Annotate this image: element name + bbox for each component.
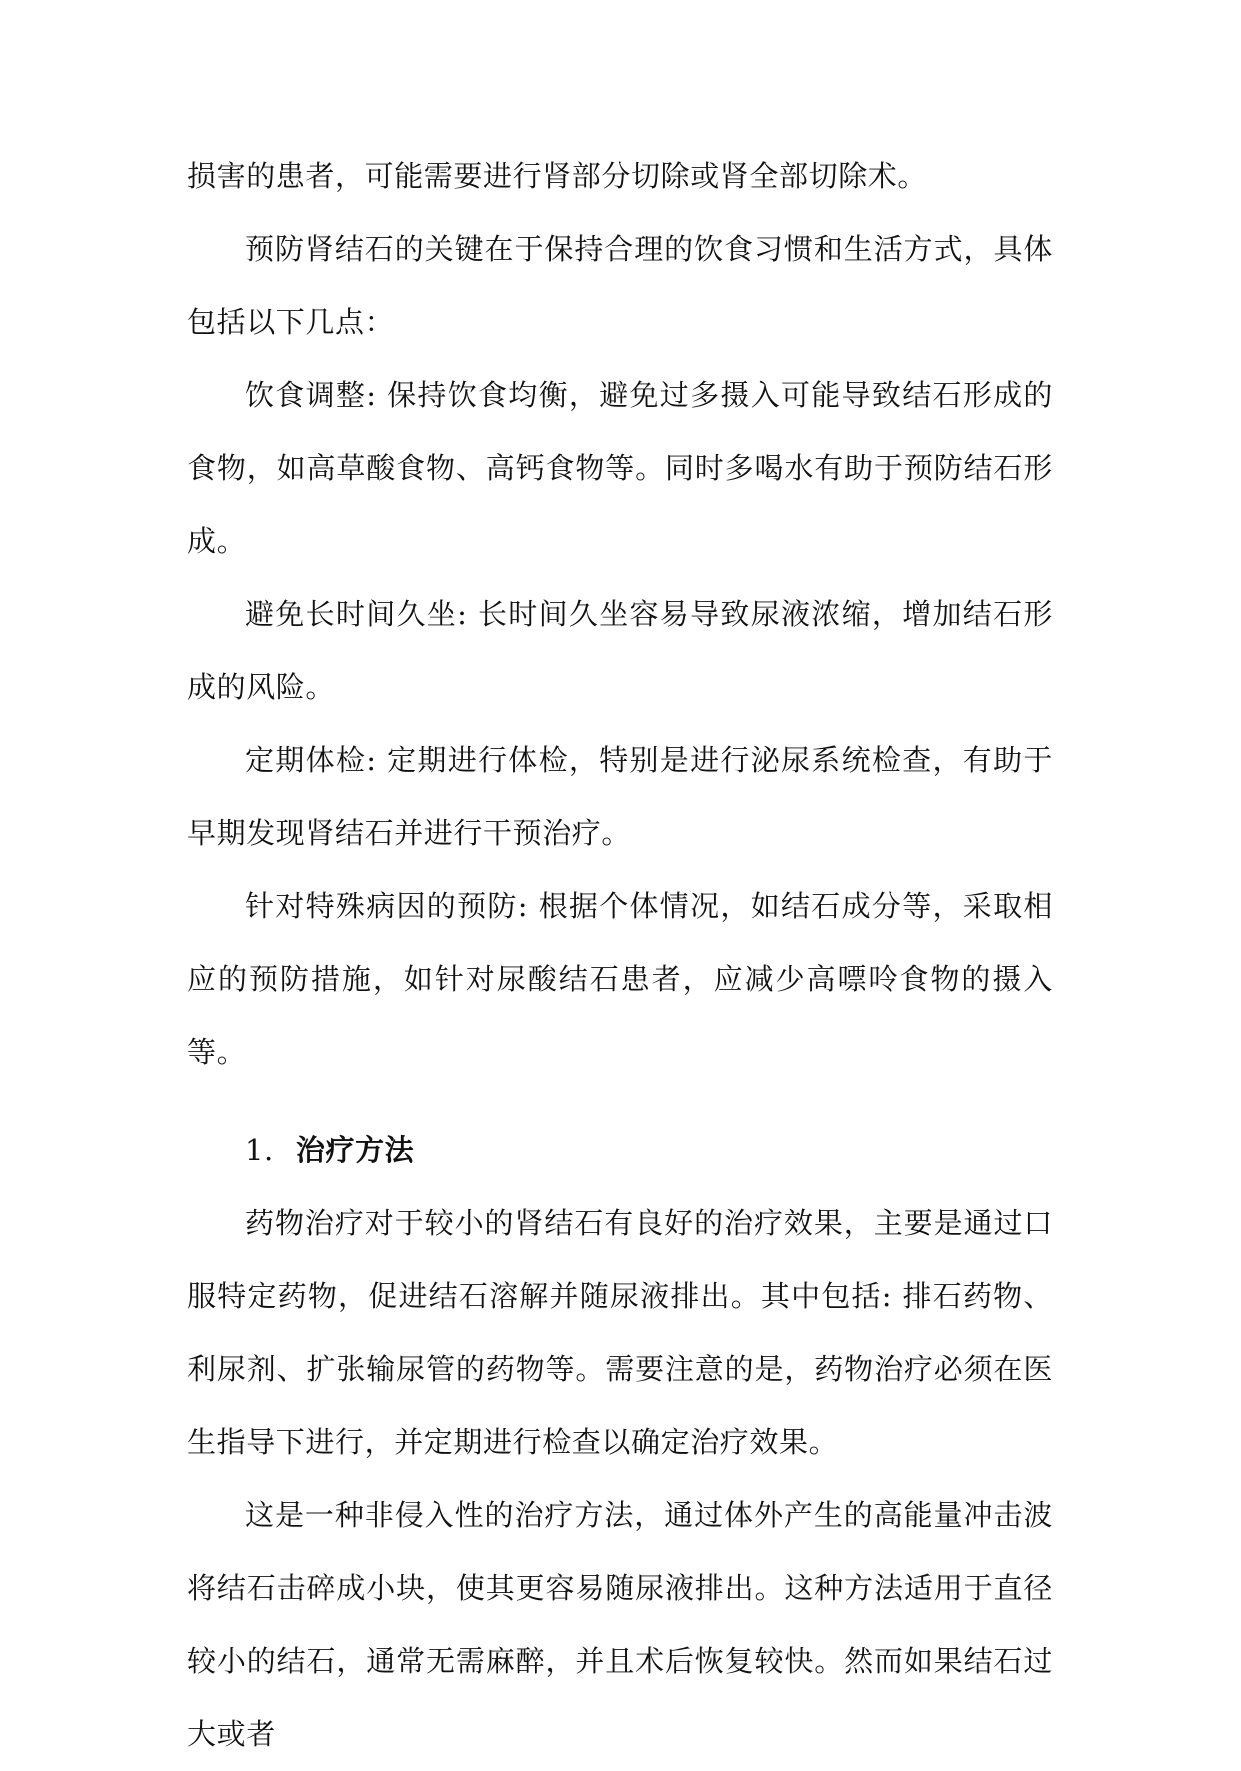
section-number: 1. <box>245 1133 274 1167</box>
paragraph-shockwave-therapy: 这是一种非侵入性的治疗方法，通过体外产生的高能量冲击波将结石击碎成小块，使其更容易随尿液排出。这种方法适用于直径较小的结石，通常无需麻醉，并且术后恢复较快。然而如果结石过大或者 <box>187 1498 1053 1751</box>
paragraph-specific-prevention: 针对特殊病因的预防: 根据个体情况，如结石成分等，采取相应的预防措施，如针对尿酸结石患者，应减少高嘌呤食物的摄入等。 <box>187 889 1053 1069</box>
paragraph-drug-therapy: 药物治疗对于较小的肾结石有良好的治疗效果，主要是通过口服特定药物，促进结石溶解并随尿液排出。其中包括: 排石药物、利尿剂、扩张输尿管的药物等。需要注意的是，药物治疗必须在医生指导下进行，并定期进行检查以确定治疗效果。 <box>187 1206 1053 1459</box>
paragraph-continuation: 损害的患者，可能需要进行肾部分切除或肾全部切除术。 <box>187 159 928 193</box>
paragraph-avoid-sitting: 避免长时间久坐: 长时间久坐容易导致尿液浓缩，增加结石形成的风险。 <box>187 597 1053 704</box>
section-heading <box>187 1114 1053 1187</box>
paragraph-diet-adjustment: 饮食调整: 保持饮食均衡，避免过多摄入可能导致结石形成的食物，如高草酸食物、高钙食物等。同时多喝水有助于预防结石形成。 <box>187 378 1053 558</box>
paragraph-prevention-intro: 预防肾结石的关键在于保持合理的饮食习惯和生活方式，具体包括以下几点： <box>187 232 1053 339</box>
paragraph-regular-checkup: 定期体检: 定期进行体检，特别是进行泌尿系统检查，有助于早期发现肾结石并进行干预治疗。 <box>187 743 1053 850</box>
section-title: 治疗方法 <box>295 1133 415 1167</box>
document-body <box>187 140 1053 1771</box>
